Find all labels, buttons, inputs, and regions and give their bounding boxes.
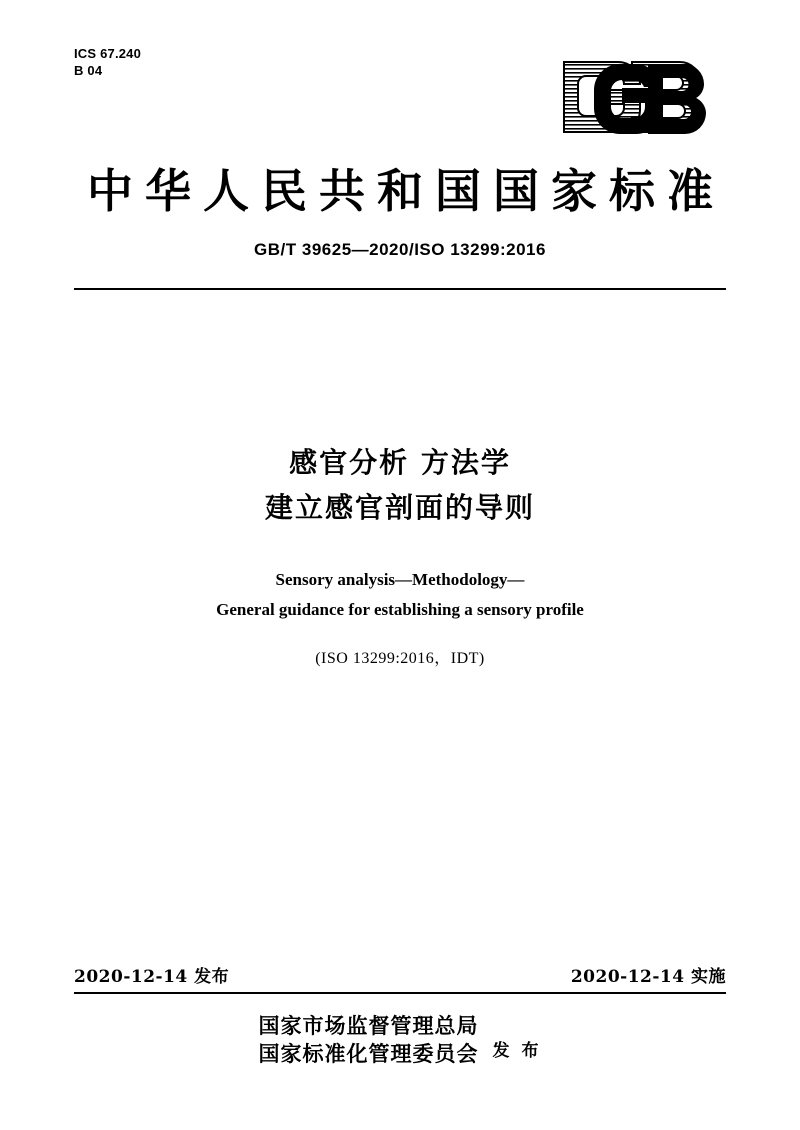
date-row: [74, 962, 726, 987]
issuer-names: [259, 1012, 479, 1068]
document-title-cn-line1: 感官分析 方法学: [289, 446, 511, 479]
issuer-line-1: 国家市场监督管理总局: [258, 1013, 479, 1038]
issuer-block: [0, 1012, 800, 1068]
page-title: 中华人民共和国国家标准: [87, 164, 725, 218]
ics-block: [74, 45, 141, 79]
document-title-cn-line2: 建立感官剖面的导则: [264, 491, 535, 524]
document-title-en-line2: General guidance for establishing a sensory profile: [216, 600, 584, 619]
document-title-en: [0, 565, 800, 625]
ics-code: ICS 67.240: [74, 46, 142, 61]
document-title-en-line1: Sensory analysis—Methodology—: [275, 570, 525, 589]
idt-reference: (ISO 13299:2016，IDT): [315, 650, 485, 667]
divider-top: [74, 288, 726, 290]
classification-code: B 04: [74, 63, 103, 78]
issue-date: 2020-12-14 发布: [74, 967, 230, 987]
effective-date: 2020-12-14 实施: [570, 967, 726, 987]
gb-emblem-icon: [556, 48, 726, 140]
standard-number: GB/T 39625—2020/ISO 13299:2016: [254, 240, 546, 259]
publish-label: 发 布: [492, 1040, 542, 1061]
issuer-line-2: 国家标准化管理委员会: [258, 1041, 479, 1066]
document-title-cn: [0, 440, 800, 530]
divider-bottom: [74, 992, 726, 994]
